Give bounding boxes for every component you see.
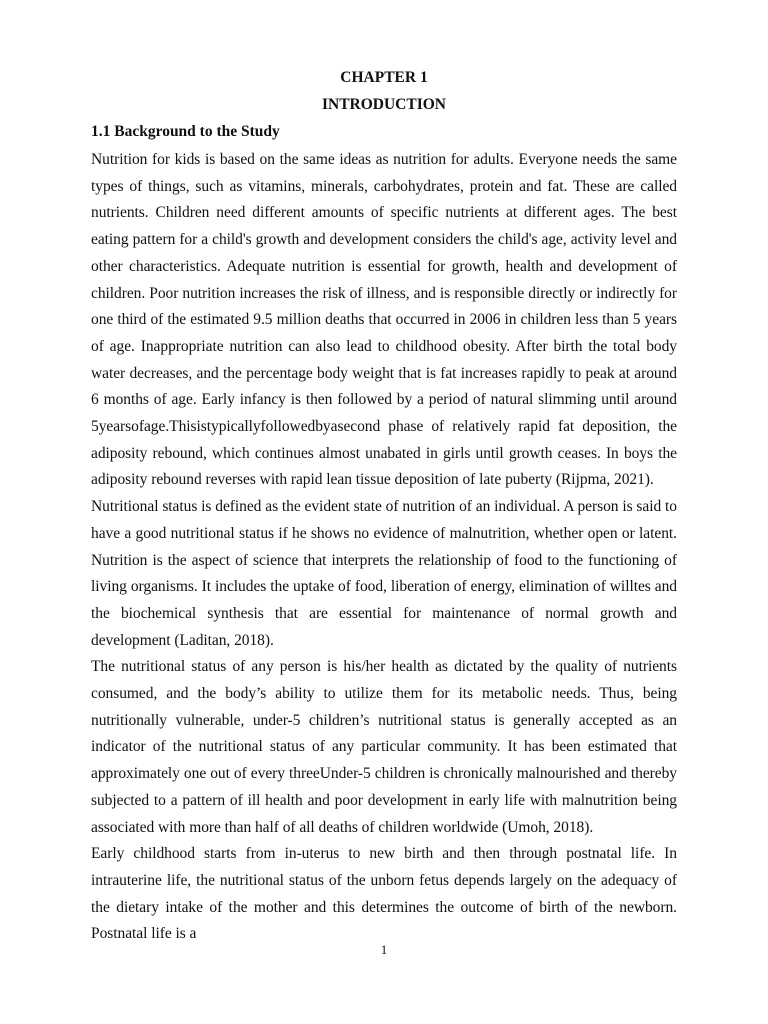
- paragraph: The nutritional status of any person is his/her health as dictated by the quality of nutrients consumed, and the body’s ability to utilize them for its metabolic needs. Thus, being nutritionally vulnerable, under-5 children’s nutritional status is generally accepted as an indicator of the nutritional status of any particular community. It has been estimated that approximately one out of every threeUnder-5 children is chronically malnourished and thereby subjected to a pattern of ill health and poor development in early life with malnutrition being associated with more than half of all deaths of children worldwide (Umoh, 2018).: [91, 658, 677, 836]
- paragraph: Early childhood starts from in-uterus to new birth and then through postnatal life. In intrauterine life, the nutritional status of the unborn fetus depends largely on the adequacy of the dietary intake of the mother and this determines the outcome of birth of the newborn. Postnatal life is a: [91, 845, 677, 943]
- page-number: 1: [380, 942, 388, 957]
- paragraph: Nutrition for kids is based on the same ideas as nutrition for adults. Everyone needs the same types of things, such as vitamins, minerals, carbohydrates, protein and fat. These are called nutrients. Children need different amounts of specific nutrients at different ages. The best eating pattern for a child's growth and development considers the child's age, activity level and other characteristics. Adequate nutrition is essential for growth, health and development of children. Poor nutrition increases the risk of illness, and is responsible directly or indirectly for one third of the estimated 9.5 million deaths that occurred in 2006 in children less than 5 years of age. Inappropriate nutrition can also lead to childhood obesity. After birth the total body water decreases, and the percentage body weight that is fat increases rapidly to peak at around 6 months of age. Early infancy is then followed by a period of natural slimming until around 5yearsofage.Thisistypicallyfollowedbyasecond phase of relatively rapid fat deposition, the adiposity rebound, which continues almost unabated in girls until growth ceases. In boys the adiposity rebound reverses with rapid lean tissue deposition of late puberty (Rijpma, 2021).: [91, 151, 677, 489]
- page-title: INTRODUCTION: [321, 96, 446, 113]
- body-text: [91, 147, 677, 948]
- chapter-label: CHAPTER 1: [340, 69, 428, 86]
- section-heading: 1.1 Background to the Study: [91, 123, 280, 140]
- paragraph: Nutritional status is defined as the evident state of nutrition of an individual. A person is said to have a good nutritional status if he shows no evidence of malnutrition, whether open or latent. Nutrition is the aspect of science that interprets the relationship of food to the functioning of living organisms. It includes the uptake of food, liberation of energy, elimination of willtes and the biochemical synthesis that are essential for maintenance of normal growth and development (Laditan, 2018).: [91, 498, 677, 649]
